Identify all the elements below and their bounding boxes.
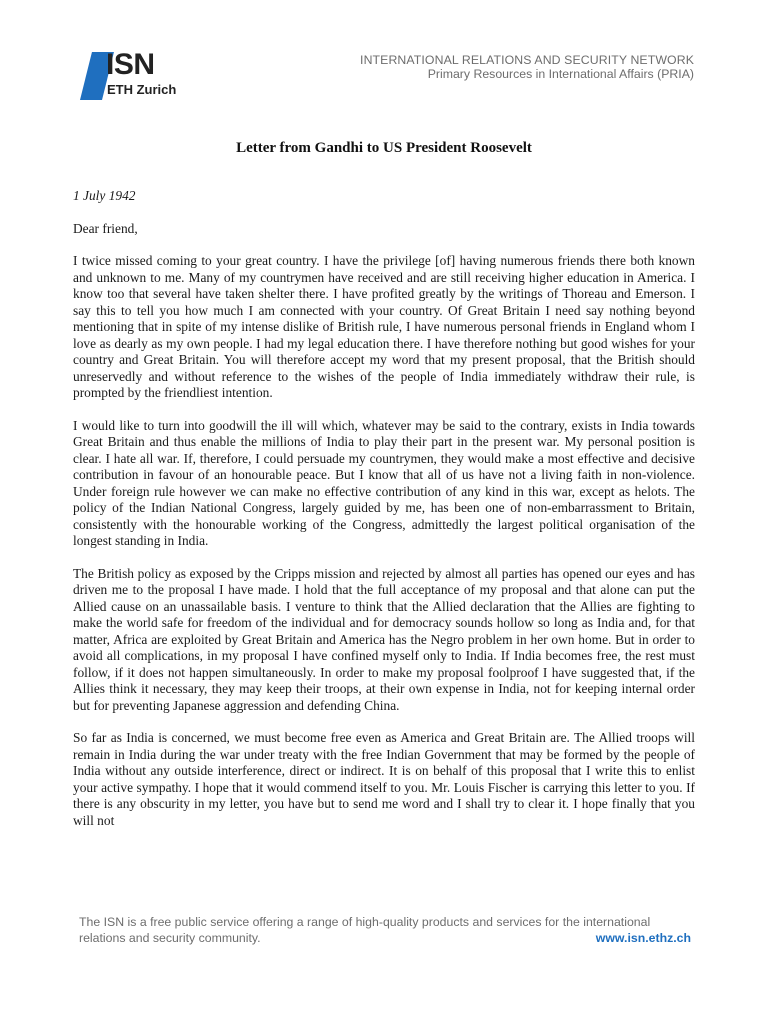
network-name: INTERNATIONAL RELATIONS AND SECURITY NETWORK	[360, 53, 694, 67]
series-name: Primary Resources in International Affairs (PRIA)	[427, 67, 694, 81]
document-header	[0, 0, 768, 110]
footer-url-link[interactable]: www.isn.ethz.ch	[595, 931, 691, 945]
paragraph-4: So far as India is concerned, we must become free even as America and Great Britain are. The Allied troops will remain in India during the war under treaty with the free Indian Government that may be formed by the people of India without any outside interference, direct or indirect. It is on behalf of this proposal that I write this to enlist your active sympathy. I hope that it would commend itself to you. Mr. Louis Fischer is carrying this letter to you. If there is any obscurity in my letter, you have but to send me word and I shall try to clear it. I hope finally that you will not	[73, 730, 695, 828]
header-network-info	[360, 53, 694, 81]
document-title: Letter from Gandhi to US President Roosevelt	[236, 140, 532, 156]
salutation: Dear friend,	[73, 220, 138, 236]
isn-logo	[80, 48, 180, 104]
footer-text: The ISN is a free public service offering a range of high-quality products and services for the international relations and security community.	[79, 915, 651, 945]
paragraph-2: I would like to turn into goodwill the ill will which, whatever may be said to the contrary, exists in India towards Great Britain and thus enable the millions of India to play their part in the present war. My personal position is clear. I hate all war. If, therefore, I could persuade my countrymen, they would make a most effective and decisive contribution in favour of an honourable peace. But I know that all of us have not a living faith in non-violence. Under foreign rule however we can make no effective contribution of any kind in this war, except as helots. The policy of the Indian National Congress, largely guided by me, has been one of non-embarrassment to Britain, consistently with the honourable working of the Congress, admittedly the largest political organisation of the longest standing in India.	[73, 417, 695, 548]
letter-date: 1 July 1942	[73, 188, 136, 203]
document-footer	[79, 914, 691, 946]
logo-text: ISN	[106, 48, 155, 81]
letter-body	[73, 188, 695, 900]
logo-subtext: ETH Zurich	[107, 82, 177, 97]
paragraph-3: The British policy as exposed by the Cripps mission and rejected by almost all parties has opened our eyes and has driven me to the proposal I have made. I hold that the full acceptance of my proposal and that alone can put the Allied cause on an unassailable basis. I venture to think that the Allied declaration that the Allies are fighting to make the world safe for freedom of the individual and for democracy sounds hollow so long as India and, for that matter, Africa are exploited by Great Britain and America has the Negro problem in her own home. But in order to avoid all complications, in my proposal I have confined myself only to India. If India becomes free, the rest must follow, if it does not happen simultaneously. In order to make my proposal foolproof I have suggested that, if the Allies think it necessary, they may keep their troops, at their own expense in India, not for keeping internal order but for preventing Japanese aggression and defending China.	[73, 565, 695, 713]
paragraph-1: I twice missed coming to your great country. I have the privilege [of] having numerous friends there both known and unknown to me. Many of my countrymen have received and are still receiving higher education in America. I know too that several have taken shelter there. I have profited greatly by the writings of Thoreau and Emerson. I say this to tell you how much I am connected with your country. Of Great Britain I need say nothing beyond mentioning that in spite of my intense dislike of British rule, I have numerous personal friends in England whom I love as dearly as my own people. I had my legal education there. I have therefore nothing but good wishes for your country and Great Britain. You will therefore accept my word that my present proposal, that the British should unreservedly and without reference to the wishes of the people of India immediately withdraw their rule, is prompted by the friendliest intention.	[73, 253, 695, 400]
